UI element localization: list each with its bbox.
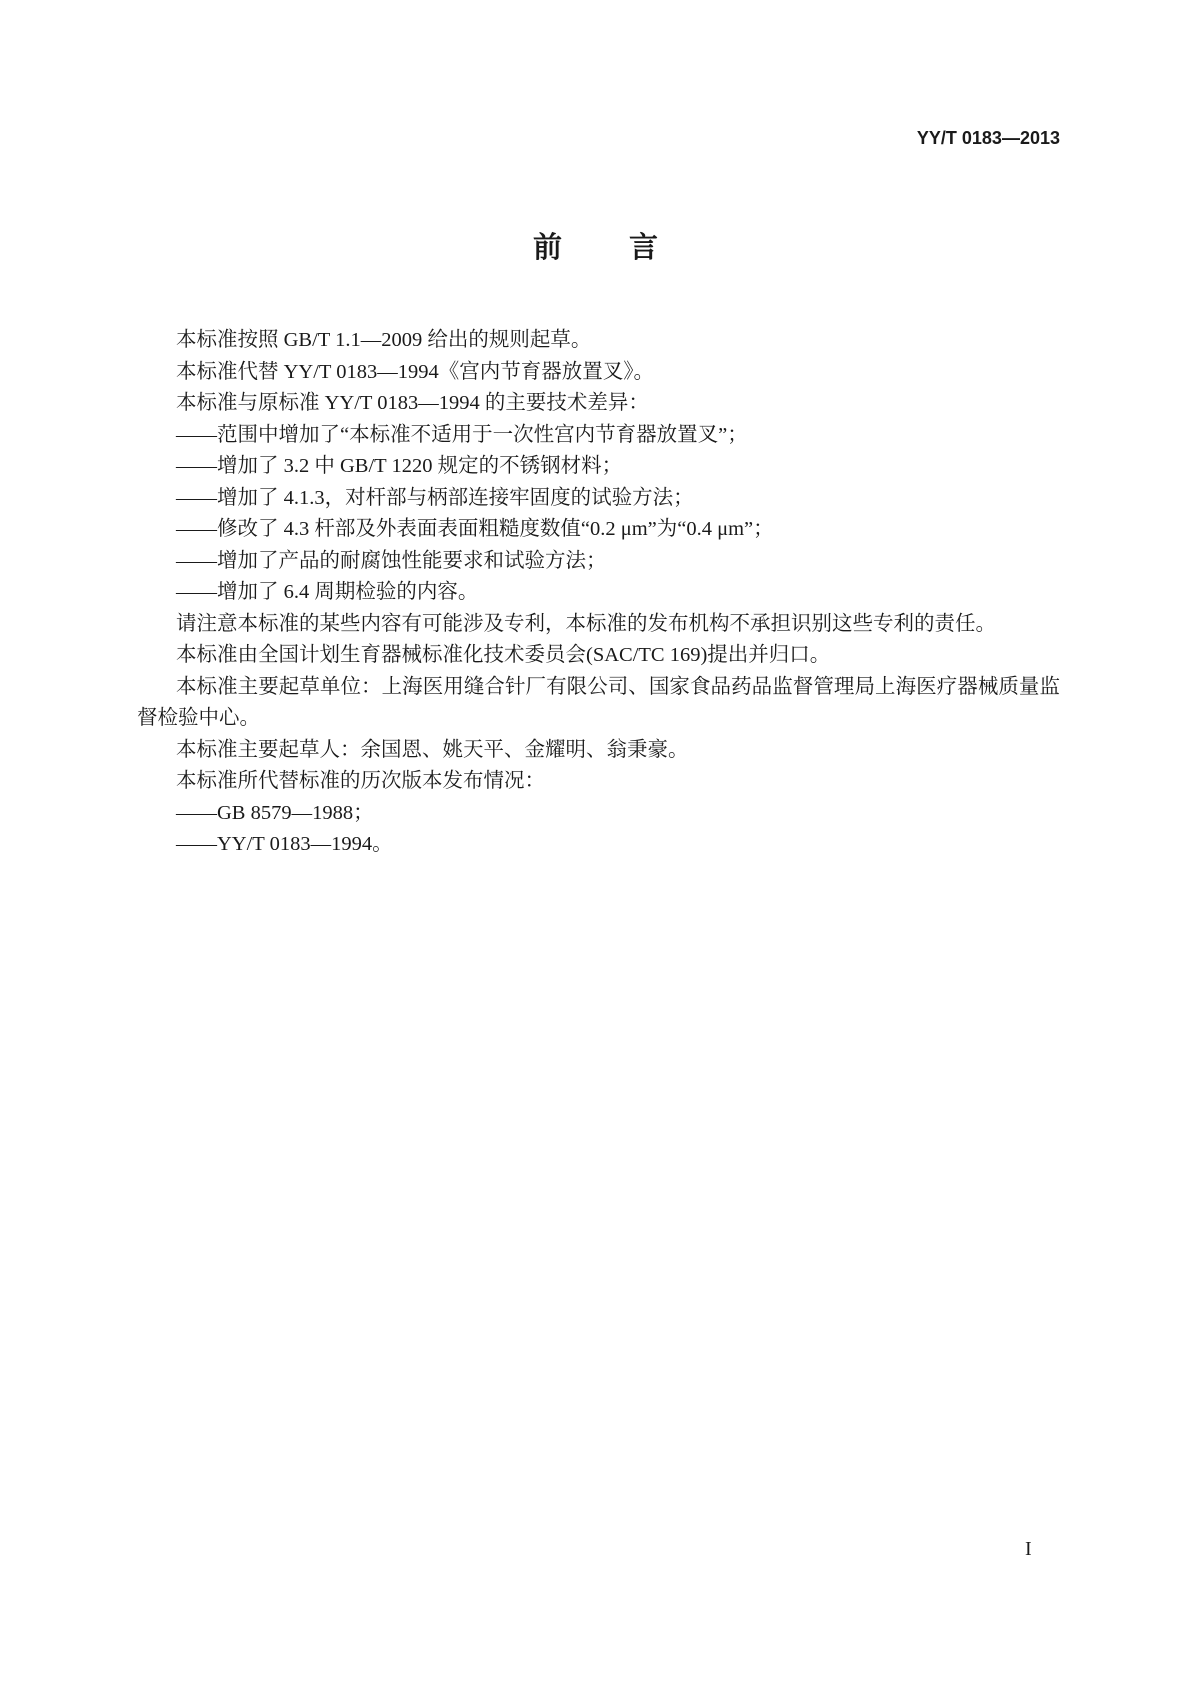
paragraph: 本标准由全国计划生育器械标准化技术委员会(SAC/TC 169)提出并归口。: [176, 644, 831, 666]
paragraph: 本标准所代替标准的历次版本发布情况：: [176, 770, 545, 792]
list-item: ——YY/T 0183—1994。: [176, 833, 393, 855]
foreword-body: [137, 325, 1060, 861]
list-item: ——增加了 6.4 周期检验的内容。: [176, 581, 479, 603]
list-item: ——GB 8579—1988；: [176, 801, 374, 824]
list-item: ——修改了 4.3 杆部及外表面表面粗糙度数值“0.2 μm”为“0.4 μm”；: [176, 518, 774, 540]
paragraph: 本标准主要起草人：余国恩、姚天平、金耀明、翁秉豪。: [176, 738, 689, 761]
list-item: ——增加了 3.2 中 GB/T 1220 规定的不锈钢材料；: [176, 455, 623, 477]
list-item: ——增加了产品的耐腐蚀性能要求和试验方法；: [176, 549, 607, 572]
page-title: 前言: [532, 232, 725, 264]
list-item: ——范围中增加了“本标准不适用于一次性宫内节育器放置叉”；: [176, 423, 748, 446]
paragraph: 本标准主要起草单位：上海医用缝合针厂有限公司、国家食品药品监督管理局上海医疗器械质量监督检验中心。: [137, 675, 1060, 729]
list-item: ——增加了 4.1.3，对杆部与柄部连接牢固度的试验方法；: [176, 486, 694, 509]
standard-number-header: YY/T 0183—2013: [916, 128, 1060, 148]
paragraph: 本标准代替 YY/T 0183—1994《宫内节育器放置叉》。: [176, 360, 654, 383]
paragraph: 请注意本标准的某些内容有可能涉及专利，本标准的发布机构不承担识别这些专利的责任。: [176, 612, 996, 635]
page-number: I: [1025, 1538, 1032, 1560]
paragraph: 本标准按照 GB/T 1.1—2009 给出的规则起草。: [176, 329, 592, 351]
paragraph: 本标准与原标准 YY/T 0183—1994 的主要技术差异：: [176, 392, 649, 414]
